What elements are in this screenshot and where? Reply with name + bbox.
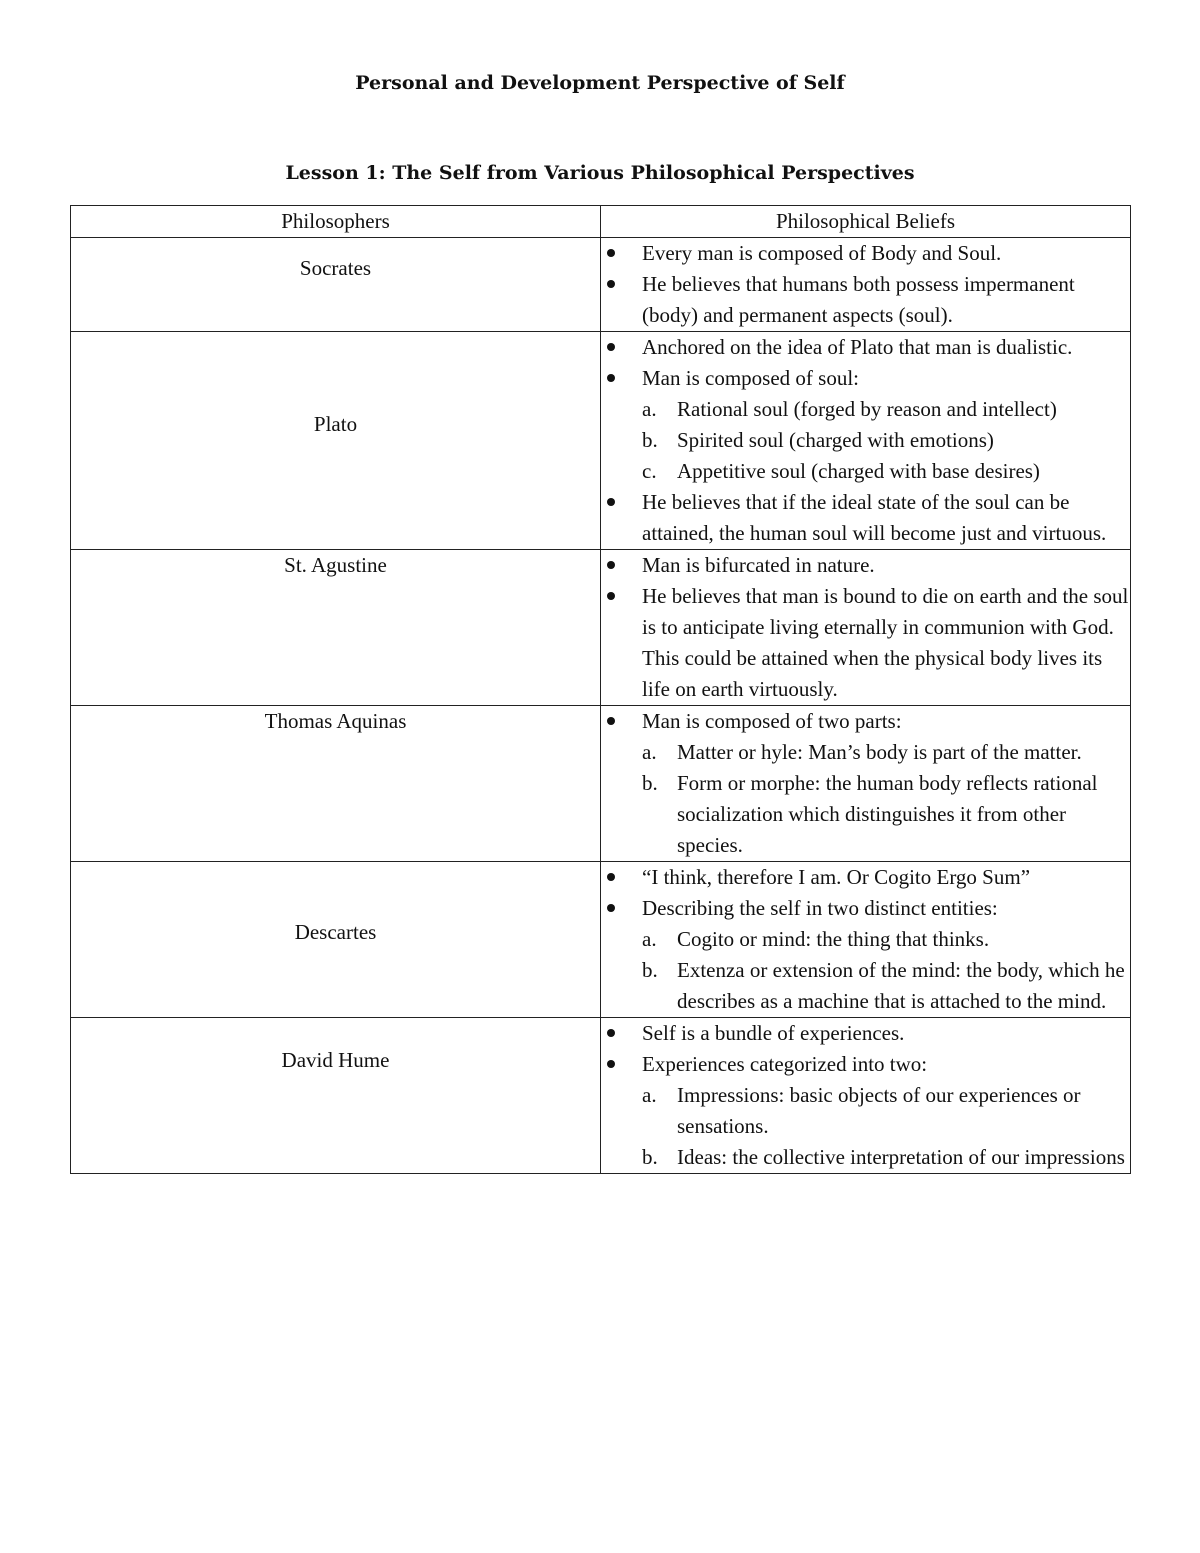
table-header-row — [71, 206, 1131, 238]
sub-belief-marker: b. — [642, 428, 658, 452]
sub-belief-text: Appetitive soul (charged with base desires) — [677, 459, 1040, 483]
sub-belief-list — [642, 737, 1130, 861]
sub-belief-text: Spirited soul (charged with emotions) — [677, 428, 994, 452]
belief-item — [601, 862, 1130, 893]
philosopher-name: David Hume — [71, 1018, 601, 1174]
belief-text: Anchored on the idea of Plato that man is dualistic. — [642, 335, 1073, 359]
belief-list — [601, 550, 1130, 705]
table-row — [71, 706, 1131, 862]
sub-belief-item — [642, 924, 1130, 955]
sub-belief-item — [642, 955, 1130, 1017]
sub-belief-text: Cogito or mind: the thing that thinks. — [677, 927, 990, 951]
philosophical-beliefs-cell — [601, 332, 1131, 550]
belief-item — [601, 332, 1130, 363]
belief-list — [601, 332, 1130, 549]
philosophical-beliefs-cell — [601, 238, 1131, 332]
philosopher-name: Plato — [71, 332, 601, 550]
sub-belief-text: Extenza or extension of the mind: the body, which he describes as a machine that is attached to the mind. — [677, 958, 1125, 1013]
belief-text: Describing the self in two distinct entities: — [642, 896, 998, 920]
sub-belief-item — [642, 425, 1130, 456]
sub-belief-text: Matter or hyle: Man’s body is part of the matter. — [677, 740, 1082, 764]
belief-item — [601, 487, 1130, 549]
sub-belief-list — [642, 1080, 1130, 1173]
philosophers-table — [70, 205, 1131, 1174]
philosopher-name: Socrates — [71, 238, 601, 332]
belief-item — [601, 893, 1130, 1017]
belief-item — [601, 1018, 1130, 1049]
belief-item — [601, 238, 1130, 269]
sub-belief-marker: b. — [642, 771, 658, 795]
table-row — [71, 862, 1131, 1018]
document-title: Personal and Development Perspective of Self — [355, 72, 845, 94]
sub-belief-marker: b. — [642, 958, 658, 982]
belief-list — [601, 706, 1130, 861]
belief-text: He believes that man is bound to die on earth and the soul is to anticipate living eternally in communion with God. This could be attained when the physical body lives its life on earth virtuously. — [642, 584, 1129, 701]
belief-item — [601, 581, 1130, 705]
sub-belief-marker: a. — [642, 740, 657, 764]
belief-item — [601, 363, 1130, 487]
belief-text: Experiences categorized into two: — [642, 1052, 928, 1076]
belief-item — [601, 1049, 1130, 1173]
belief-text: “I think, therefore I am. Or Cogito Ergo Sum” — [642, 865, 1031, 889]
sub-belief-item — [642, 1080, 1130, 1142]
belief-item — [601, 550, 1130, 581]
belief-text: Man is bifurcated in nature. — [642, 553, 875, 577]
sub-belief-marker: c. — [642, 459, 657, 483]
sub-belief-list — [642, 394, 1130, 487]
table-row — [71, 1018, 1131, 1174]
sub-belief-text: Ideas: the collective interpretation of our impressions — [677, 1145, 1125, 1169]
table-body — [71, 238, 1131, 1174]
sub-belief-text: Rational soul (forged by reason and intellect) — [677, 397, 1057, 421]
table-row — [71, 332, 1131, 550]
philosopher-name: Thomas Aquinas — [71, 706, 601, 862]
philosophical-beliefs-cell — [601, 862, 1131, 1018]
philosopher-name: St. Agustine — [71, 550, 601, 706]
sub-belief-item — [642, 1142, 1130, 1173]
belief-text: Self is a bundle of experiences. — [642, 1021, 905, 1045]
belief-item — [601, 706, 1130, 861]
belief-text: He believes that humans both possess impermanent (body) and permanent aspects (soul). — [642, 272, 1075, 327]
sub-belief-text: Impressions: basic objects of our experiences or sensations. — [677, 1083, 1081, 1138]
sub-belief-marker: b. — [642, 1145, 658, 1169]
philosopher-name: Descartes — [71, 862, 601, 1018]
sub-belief-marker: a. — [642, 1083, 657, 1107]
table-row — [71, 550, 1131, 706]
belief-text: Every man is composed of Body and Soul. — [642, 241, 1002, 265]
table-row — [71, 238, 1131, 332]
belief-list — [601, 238, 1130, 331]
sub-belief-list — [642, 924, 1130, 1017]
belief-item — [601, 269, 1130, 331]
sub-belief-text: Form or morphe: the human body reflects rational socialization which distinguishes it from other species. — [677, 771, 1098, 857]
sub-belief-item — [642, 394, 1130, 425]
sub-belief-item — [642, 456, 1130, 487]
belief-text: He believes that if the ideal state of the soul can be attained, the human soul will become just and virtuous. — [642, 490, 1107, 545]
belief-text: Man is composed of soul: — [642, 366, 859, 390]
lesson-title: Lesson 1: The Self from Various Philosophical Perspectives — [285, 162, 915, 184]
belief-text: Man is composed of two parts: — [642, 709, 902, 733]
sub-belief-item — [642, 737, 1130, 768]
belief-list — [601, 1018, 1130, 1173]
sub-belief-marker: a. — [642, 397, 657, 421]
sub-belief-item — [642, 768, 1130, 861]
header-philosophical-beliefs: Philosophical Beliefs — [601, 206, 1131, 238]
header-philosophers: Philosophers — [71, 206, 601, 238]
philosophical-beliefs-cell — [601, 706, 1131, 862]
sub-belief-marker: a. — [642, 927, 657, 951]
belief-list — [601, 862, 1130, 1017]
philosophical-beliefs-cell — [601, 550, 1131, 706]
philosophical-beliefs-cell — [601, 1018, 1131, 1174]
